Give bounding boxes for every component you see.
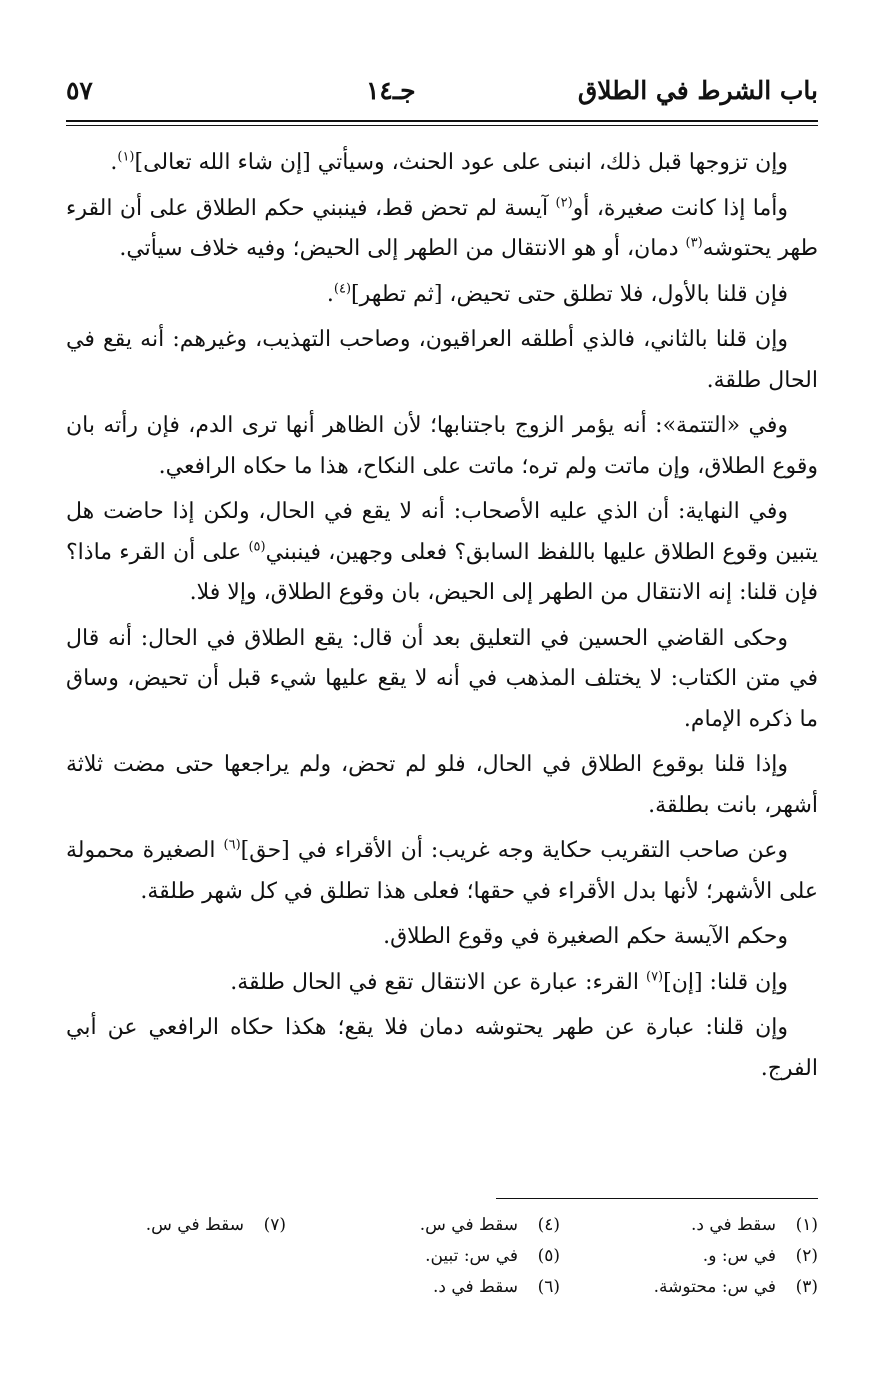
footnote-text: سقط في س. — [419, 1215, 518, 1235]
footnote-number: (٣) — [795, 1277, 818, 1297]
body-paragraph: وفي النهاية: أن الذي عليه الأصحاب: أنه لا يقع في الحال، ولكن إذا حاضت هل يتبين وقوع الطلاق عليها باللفظ السابق؟ فعلى وجهين، فينبني$^{(٥)}$ على أن القرء ماذا؟ فإن قلنا: إنه الانتقال من الطهر إلى الحيض، بان وقوع الطلاق، وإلا فلا. — [66, 499, 818, 605]
body-paragraph: وإن قلنا بالثاني، فالذي أطلقه العراقيون، وصاحب التهذيب، وغيرهم: أنه يقع في الحال طلقة. — [66, 327, 818, 393]
body-paragraph: وإذا قلنا بوقوع الطلاق في الحال، فلو لم تحض، ولم يراجعها حتى مضت ثلاثة أشهر، بانت بطلقة. — [66, 752, 818, 818]
footnote-item — [36, 1210, 286, 1241]
footnote-number: (٧) — [263, 1215, 286, 1235]
footnote-text: سقط في س. — [145, 1215, 244, 1235]
footnote-item — [568, 1210, 818, 1241]
footnote-text: سقط في د. — [690, 1215, 776, 1235]
body-paragraph: وإن تزوجها قبل ذلك، انبنى على عود الحنث، وسيأتي [إن شاء الله تعالى]$^{(١)}$. — [110, 149, 788, 175]
footnote-number: (٦) — [537, 1277, 560, 1297]
footnote-text: في س: محتوشة. — [653, 1277, 776, 1297]
body-paragraph: وحكم الآيسة حكم الصغيرة في وقوع الطلاق. — [383, 924, 788, 949]
body-paragraph: وفي «التتمة»: أنه يؤمر الزوج باجتنابها؛ لأن الظاهر أنها ترى الدم، فإن رأته بان وقوع الطلاق، وإن ماتت ولم تره؛ ماتت على النكاح، هذا ما حكاه الرافعي. — [66, 413, 818, 479]
chapter-title: باب الشرط في الطلاق — [577, 76, 818, 105]
body-text — [66, 143, 818, 1094]
footnotes — [66, 1210, 818, 1310]
body-paragraph: وأما إذا كانت صغيرة، أو$^{(٢)}$ آيسة لم تحض قط، فينبني حكم الطلاق على أن القرء طهر يحتوشه$^{(٣)}$ دمان، أو هو الانتقال من الطهر إلى الحيض؛ وفيه خلاف سيأتي. — [66, 195, 818, 261]
footnote-number: (٤) — [537, 1215, 560, 1235]
header-rule-thin — [66, 125, 818, 126]
body-paragraph: وحكى القاضي الحسين في التعليق بعد أن قال: يقع الطلاق في الحال: أنه قال في متن الكتاب: لا يختلف المذهب في أنه لا يقع عليها شيء قبل أن تحيض، وساق ما ذكره الإمام. — [66, 625, 818, 732]
volume-label: جـ١٤ — [366, 76, 416, 105]
footnote-number: (٢) — [795, 1246, 818, 1266]
header-rule-thick — [66, 120, 818, 122]
footnote-item — [310, 1272, 560, 1303]
running-header — [66, 76, 818, 116]
footnote-column — [310, 1210, 560, 1303]
footnote-item — [568, 1272, 818, 1303]
footnote-item — [310, 1241, 560, 1272]
page-number: ٥٧ — [66, 76, 93, 105]
footnote-column — [568, 1210, 818, 1303]
footnote-separator — [496, 1198, 818, 1199]
body-paragraph: فإن قلنا بالأول، فلا تطلق حتى تحيض، [ثم تطهر]$^{(٤)}$. — [326, 281, 788, 307]
footnote-text: سقط في د. — [432, 1277, 518, 1297]
body-paragraph: وإن قلنا: [إن]$^{(٧)}$ القرء: عبارة عن الانتقال تقع في الحال طلقة. — [230, 969, 788, 995]
body-paragraph: وعن صاحب التقريب حكاية وجه غريب: أن الأقراء في [حق]$^{(٦)}$ الصغيرة محمولة على الأشهر؛ لأنها بدل الأقراء في حقها؛ فعلى هذا تطلق في كل شهر طلقة. — [66, 837, 818, 904]
body-paragraph: وإن قلنا: عبارة عن طهر يحتوشه دمان فلا يقع؛ هكذا حكاه الرافعي عن أبي الفرج. — [66, 1015, 818, 1081]
footnote-text: في س: تبين. — [425, 1246, 518, 1266]
footnote-item — [310, 1210, 560, 1241]
footnote-text: في س: و. — [702, 1246, 776, 1266]
footnote-number: (٥) — [537, 1246, 560, 1266]
footnote-item — [568, 1241, 818, 1272]
footnote-column — [36, 1210, 286, 1241]
footnote-number: (١) — [795, 1215, 818, 1235]
